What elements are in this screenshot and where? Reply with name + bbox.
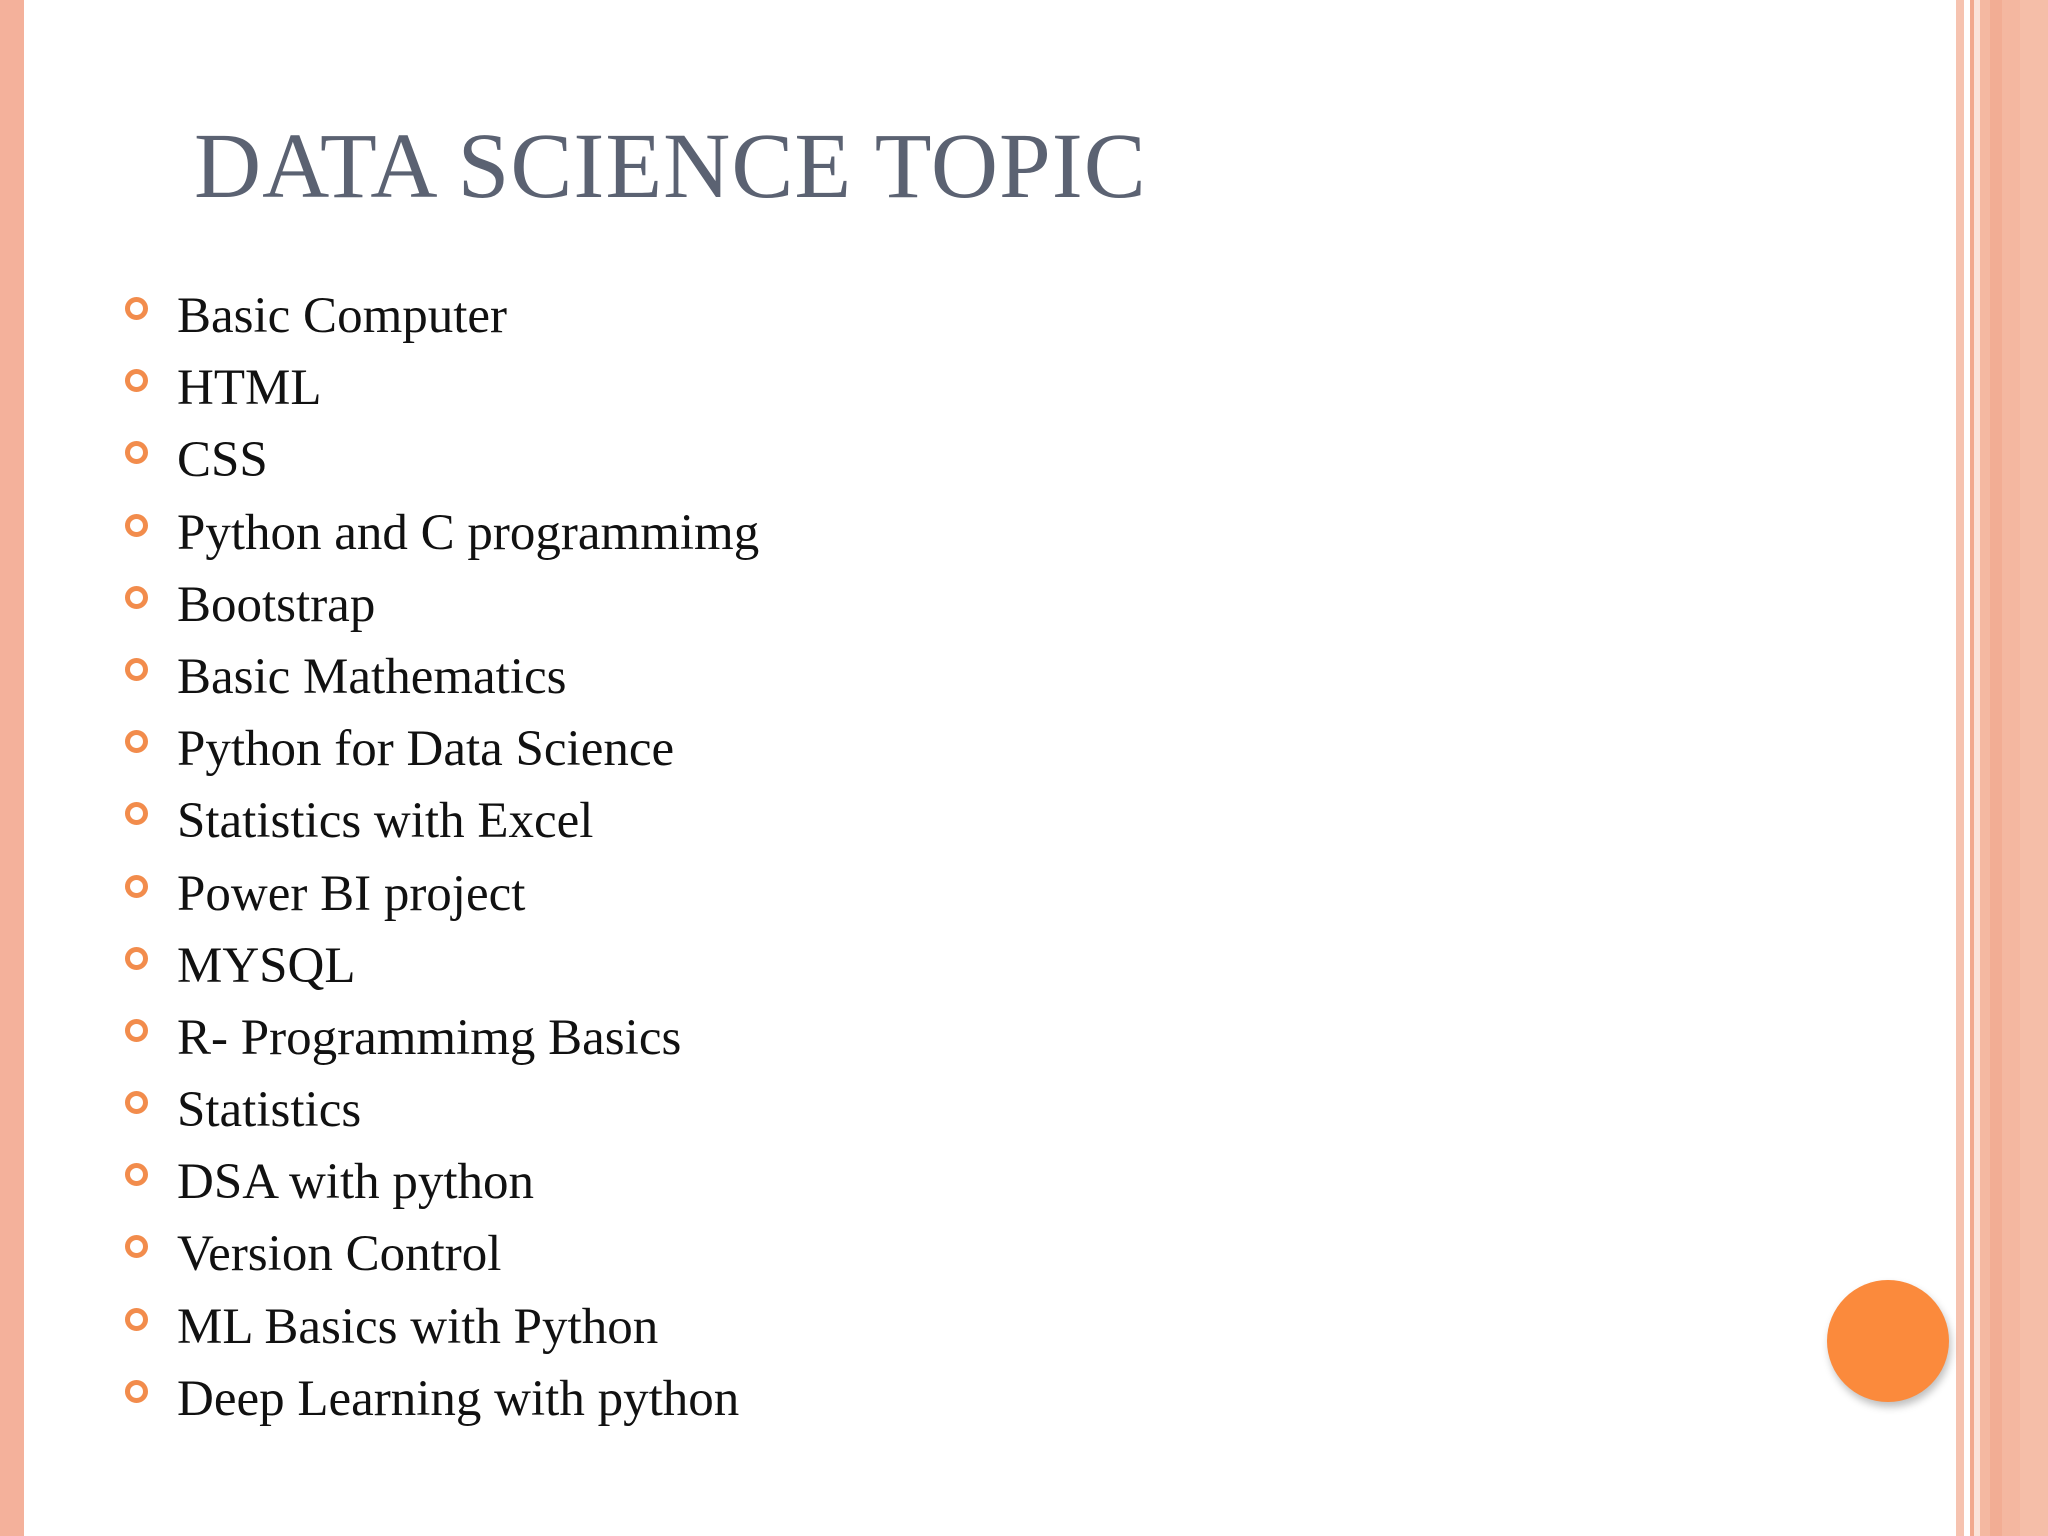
ring-bullet-icon bbox=[125, 441, 148, 464]
ring-bullet-icon bbox=[125, 1091, 148, 1114]
topic-label: Bootstrap bbox=[177, 576, 376, 633]
ring-bullet-icon bbox=[125, 1235, 148, 1258]
ring-bullet-icon bbox=[125, 1308, 148, 1331]
topic-label: Deep Learning with python bbox=[177, 1370, 740, 1427]
topic-label: ML Basics with Python bbox=[177, 1298, 659, 1355]
ring-bullet-icon bbox=[125, 514, 148, 537]
ring-bullet-icon bbox=[125, 1019, 148, 1042]
ring-bullet-icon bbox=[125, 947, 148, 970]
topic-label: Python for Data Science bbox=[177, 721, 675, 778]
topic-label: HTML bbox=[177, 360, 322, 417]
orange-circle-icon bbox=[1827, 1280, 1949, 1402]
topic-label: Version Control bbox=[177, 1226, 502, 1283]
topic-label: Basic Mathematics bbox=[177, 648, 567, 705]
ring-bullet-icon bbox=[125, 730, 148, 753]
ring-bullet-icon bbox=[125, 297, 148, 320]
ring-bullet-icon bbox=[125, 369, 148, 392]
topic-label: Statistics with Excel bbox=[177, 793, 594, 850]
topic-label: DSA with python bbox=[177, 1154, 535, 1211]
ring-bullet-icon bbox=[125, 875, 148, 898]
right-decorative-stripes bbox=[1956, 0, 2048, 1536]
topic-label: R- Programmimg Basics bbox=[177, 1009, 682, 1066]
topic-label: Basic Computer bbox=[177, 288, 508, 344]
page-title: DATA SCIENCE TOPIC bbox=[194, 115, 1147, 218]
ring-bullet-icon bbox=[125, 802, 148, 825]
ring-bullet-icon bbox=[125, 586, 148, 609]
topic-label: Power BI project bbox=[177, 865, 526, 922]
ring-bullet-icon bbox=[125, 1380, 148, 1403]
topic-label: MYSQL bbox=[177, 937, 356, 994]
ring-bullet-icon bbox=[125, 658, 148, 681]
ring-bullet-icon bbox=[125, 1163, 148, 1186]
topic-label: Python and C programmimg bbox=[177, 504, 760, 561]
topic-label: CSS bbox=[177, 432, 268, 489]
topic-label: Statistics bbox=[177, 1082, 362, 1139]
left-accent-bar bbox=[0, 0, 24, 1536]
